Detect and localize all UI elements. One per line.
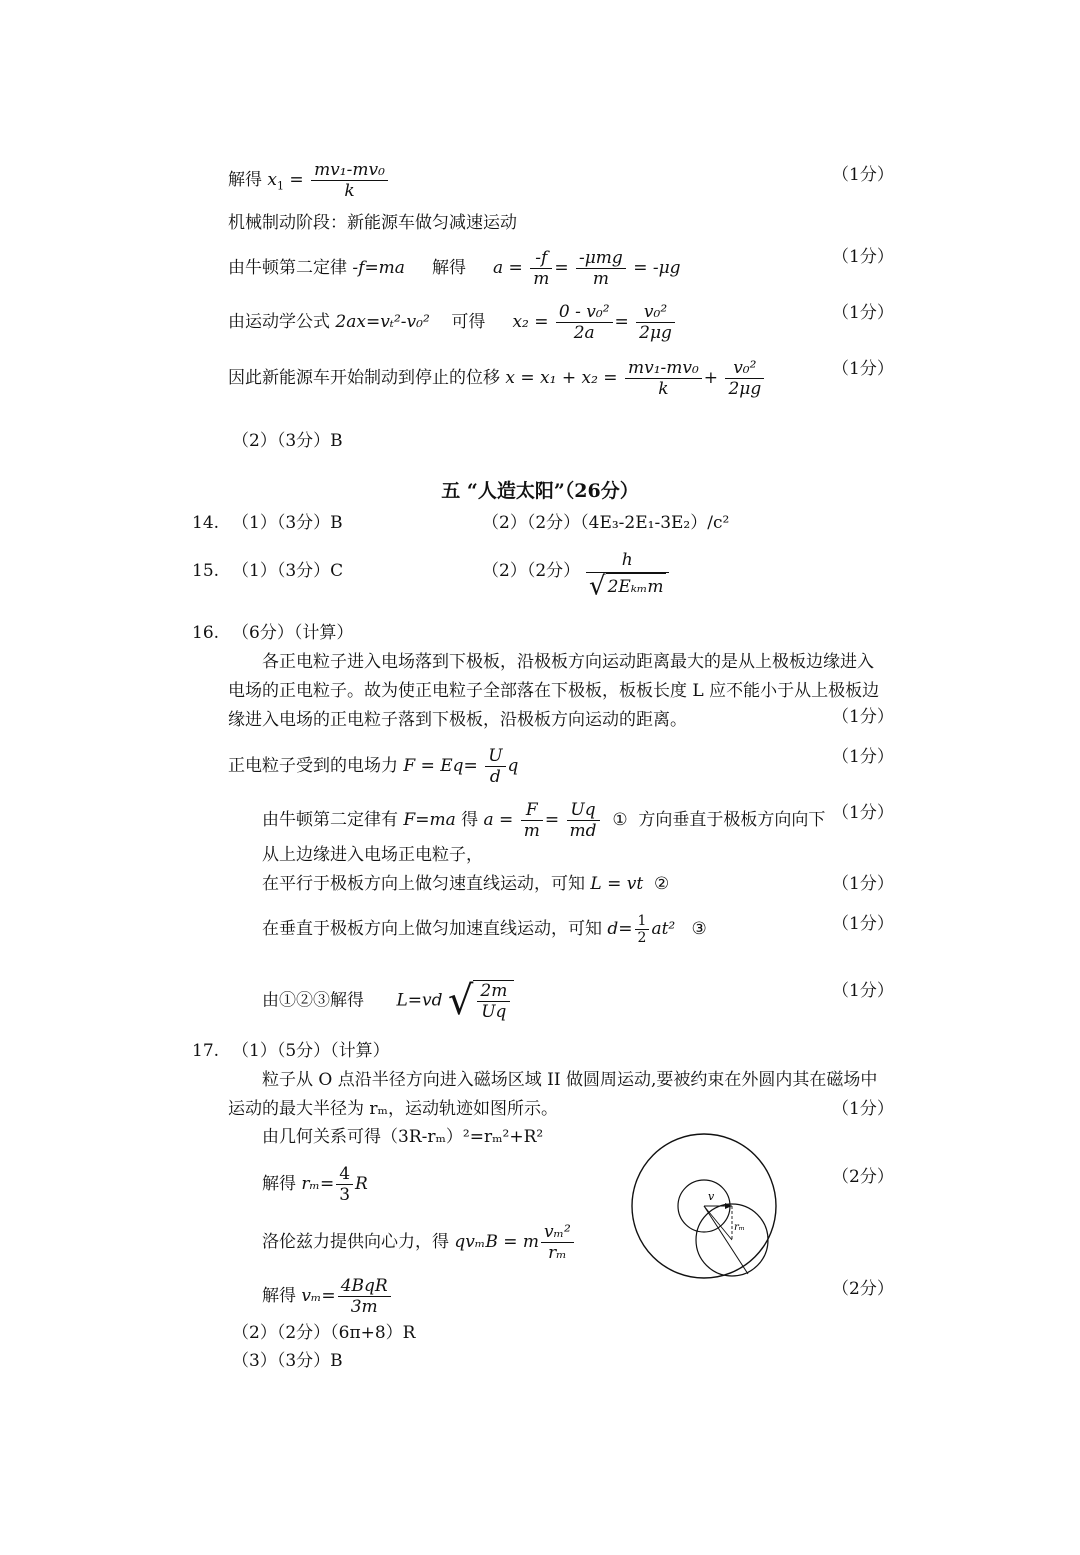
q16-force-points: （1分） [832,747,894,767]
total-den-1: k [658,379,669,399]
q15-denominator [586,573,669,600]
total-eq: x = x₁ + x₂ = [505,368,618,388]
q16-perp-tail: at² [651,919,676,939]
q16-newton-prefix: 由牛顿第二定律有 [262,810,398,830]
a-den-2: m [592,269,609,289]
q16-number: 16. [192,623,220,643]
newton-line: 由牛顿第二定律 -f=ma 解得 a = $\frac{-f}{m}$ = $\frac{\text{-μmg}}{m}$ = -μg [228,248,681,289]
chord-line [704,1206,732,1240]
rm-lhs: rₘ= [301,1174,335,1194]
q14-part1: （1）（3分）B [232,513,343,533]
newton-equation: -f=ma [352,258,405,278]
rm-frac [336,1164,353,1205]
q15-frac [586,548,669,600]
rm-tail: R [355,1174,368,1194]
q16-perp-frac [635,913,650,946]
a-den-1: m [533,269,550,289]
total-frac-2 [725,358,764,399]
q16-a-den-2: md [569,821,597,841]
mech-stage-text: 机械制动阶段：新能源车做匀减速运动 [228,213,517,233]
lorentz-prefix: 洛伦兹力提供向心力，得 [262,1232,449,1252]
rm-den: 3 [339,1185,351,1205]
x2-lhs: x₂ = [512,312,549,332]
connect-line [704,1206,748,1274]
lorentz-eq: qvₘB = m [454,1232,539,1252]
q17-part3: （3）（3分）B [232,1351,343,1371]
q16-newton-points: （1分） [832,803,894,823]
q15-part2-label: （2）（2分） [482,561,581,581]
part13-q2-answer: （2）（3分）B [232,431,343,451]
q15-number: 15. [192,561,220,581]
total-frac-1 [625,358,702,399]
q16-solve-points: （1分） [832,981,894,1001]
q16-a-den-1: m [523,821,540,841]
total-line: 因此新能源车开始制动到停止的位移 x = x₁ + x₂ = $\frac{\text{mv₁-mv₀}}{k}$ + $\frac{\text{v₀²}}{2\mu g}$ [228,358,766,399]
rm-label: rₘ [734,1222,745,1233]
q16-a-frac-2 [567,800,600,841]
x2-den-2: 2μg [639,323,672,343]
q16-a-num-1: F [521,800,543,821]
vm-lhs: vₘ= [301,1286,336,1306]
q17-geometry: 由几何关系可得（3R-rₘ）²=rₘ²+R² [262,1127,544,1147]
kinematics-line: 由运动学公式 2ax=vₜ²-v₀² 可得 x₂ = $\frac{\text{0 - v₀²}}{2a}$ = $\frac{\text{v₀²}}{2\mu g}$ [228,302,677,343]
x2-num-2: v₀² [636,302,675,323]
q16-paragraph-text: 各正电粒子进入电场落到下极板，沿极板方向运动距离最大的是从上极板边缘进入电场的正电粒子。故为使正电粒子全部落在下极板，板板长度 L 应不能小于从上极板边缘进入电场的正电粒子落到下极板，沿极板方向运动的距离。 [228,652,880,730]
force-prefix: 正电粒子受到的电场力 [228,756,398,776]
lorentz-frac [541,1222,574,1263]
rm-num: 4 [336,1164,353,1185]
x1-prefix: 解得 [228,170,262,190]
x2-frac-1 [556,302,613,343]
q15-sqrt-arg: 2Eₖₘm [606,573,666,600]
q16-a-frac-1 [521,800,543,841]
q15-fraction [584,548,671,600]
circle-2: ② [654,874,670,894]
q16-perp-line [262,913,707,946]
q16-header: （6分）（计算） [232,623,354,643]
velocity-label: v [708,1190,715,1203]
q15-part1: （1）（3分）C [232,561,344,581]
q16-newton-line: 由牛顿第二定律有 F=ma 得 a = $\frac{F}{m}$ = $\frac{Uq}{md}$ ① 方向垂直于极板方向向下 [262,800,826,841]
points-total: （1分） [832,359,894,379]
points-x1: （1分） [832,165,894,185]
x2-frac-2 [636,302,675,343]
q16-solve-line [262,980,514,1022]
q16-parallel-text: 在平行于极板方向上做匀速直线运动，可知 [262,874,585,894]
q17-paragraph [228,1066,888,1124]
newton-prefix: 由牛顿第二定律 [228,258,347,278]
q16-sqrt-arg [473,980,514,1022]
q14-part2: （2）（2分）（4E₃-2E₁-3E₂）/c² [482,513,730,533]
circle-3: ③ [691,919,707,939]
q16-solve-den: Uq [481,1002,507,1022]
trajectory-figure [628,1128,780,1290]
q16-solve-sqrt: √ $\frac{2m}{Uq}$ [448,980,514,1022]
points-newton: （1分） [832,247,894,267]
a-num-1: -f [530,248,552,269]
force-eq: F = Eq= [403,756,478,776]
q16-parallel-points: （1分） [832,874,894,894]
q16-paragraph [228,648,888,735]
section-title: 五 “人造太阳”（26分） [441,480,639,502]
total-den-2: 2μg [728,379,762,399]
force-q: q [507,756,519,776]
kin-get: 可得 [451,312,486,332]
q16-direction: 方向垂直于极板方向向下 [638,810,826,830]
q17-para-points: （1分） [832,1099,894,1119]
vm-frac [338,1276,391,1317]
q17-paragraph-text: 粒子从 O 点沿半径方向进入磁场区域 II 做圆周运动,要被约束在外圆内其在磁场中运动的最大半径为 rₘ，运动轨迹如图所示。 [228,1070,878,1119]
q17-rm-line [262,1164,368,1205]
total-num-2: v₀² [725,358,764,379]
vm-num: 4BqR [338,1276,391,1297]
vm-den: 3m [350,1297,378,1317]
kin-formula: 2ax=vₜ²-v₀² [335,312,430,332]
a-frac-1 [530,248,552,289]
lorentz-den: rₘ [548,1243,567,1263]
q17-vm-line [262,1276,393,1317]
q16-perp-num: 1 [635,913,650,930]
x2-den-1: 2a [573,323,595,343]
q16-parallel-line [262,873,669,895]
x1-numerator: mv₁-mv₀ [311,160,388,181]
x1-symbol: x [267,170,277,190]
total-num-1: mv₁-mv₀ [625,358,702,379]
q16-newton-eq: F=ma [403,810,456,830]
q15-part2 [482,560,580,582]
lorentz-num: vₘ² [541,1222,574,1243]
force-frac [485,746,505,787]
q17-rm-points: （2分） [832,1167,894,1187]
a-num-2: -μmg [576,248,626,269]
q16-solve-num: 2m [477,981,510,1002]
x2-num-1: 0 - v₀² [556,302,613,323]
q16-solve-eq: L=vd [396,990,443,1011]
q16-force-line [228,746,518,787]
q16-solve-frac [477,981,510,1022]
q15-numerator: h [586,548,669,573]
q16-para-points: （1分） [832,707,894,727]
q16-newton-get: 得 [461,810,479,830]
force-num: U [485,746,505,767]
q16-a-lhs: a = [483,810,514,830]
x1-line: 解得 $x_1$ = $\frac{\text{mv₁-mv₀}}{k}$ [228,160,390,201]
a-rhs: = -μg [633,258,681,278]
kin-prefix: 由运动学公式 [228,312,330,332]
q16-perp-eq: d= [607,919,633,939]
q14-number: 14. [192,513,220,533]
q16-upper-edge: 从上边缘进入电场正电粒子， [262,845,483,865]
q16-a-num-2: Uq [567,800,600,821]
force-den: d [489,767,501,787]
points-kinematics: （1分） [832,303,894,323]
q16-perp-points: （1分） [832,914,894,934]
q16-solve-prefix: 由①②③解得 [262,990,364,1011]
x1-denominator: k [344,181,355,201]
vm-prefix: 解得 [262,1286,296,1306]
circle-1: ① [612,810,628,830]
q16-parallel-eq: L = vt [590,874,644,894]
x1-fraction [311,160,388,201]
q17-number: 17. [192,1041,220,1061]
q15-sqrt: √ 2Eₖₘm [589,571,664,602]
newton-solve: 解得 [431,258,466,278]
q16-perp-text: 在垂直于极板方向上做匀加速直线运动，可知 [262,919,602,939]
q16-perp-den: 2 [637,930,647,946]
q17-part2: （2）（2分）（6π+8）R [232,1323,416,1343]
total-prefix: 因此新能源车开始制动到停止的位移 [228,368,500,388]
rm-prefix: 解得 [262,1174,296,1194]
q17-lorentz-line [262,1222,576,1263]
q17-header: （1）（5分）（计算） [232,1041,390,1061]
a-frac-2 [576,248,626,289]
q17-vm-points: （2分） [832,1279,894,1299]
a-lhs: a = [493,258,523,278]
